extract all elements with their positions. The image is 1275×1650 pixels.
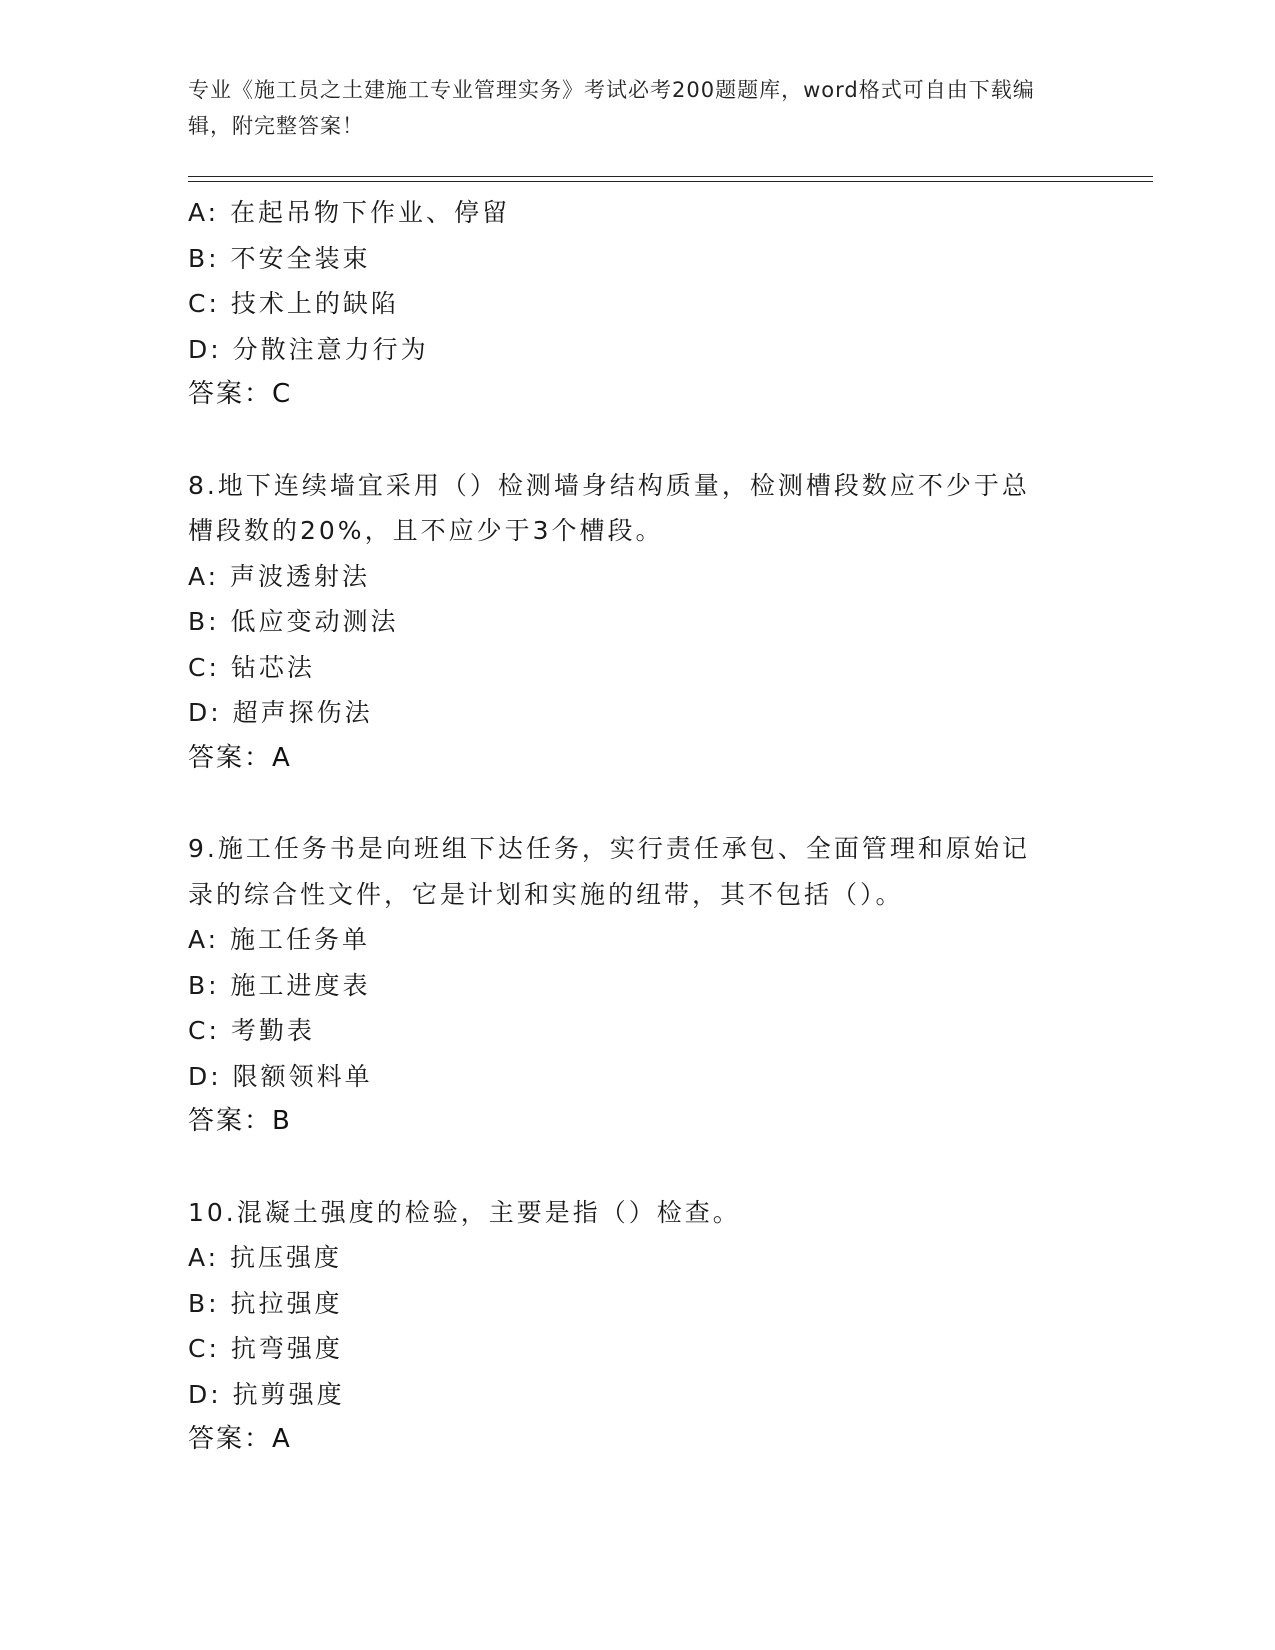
option-text: 声波透射法: [230, 561, 371, 591]
option-label: D:: [188, 1061, 222, 1091]
option-text: 分散注意力行为: [232, 334, 429, 364]
option-text: 技术上的缺陷: [230, 289, 399, 318]
option-d: [188, 327, 1088, 373]
answer: 答案：B: [188, 1106, 292, 1136]
option-b: [188, 963, 1088, 1009]
option-label: D:: [188, 698, 222, 727]
question-8: [188, 463, 1088, 782]
spacer: [188, 1145, 1088, 1190]
option-text: 在起吊物下作业、停留: [230, 198, 511, 227]
option-label: A:: [188, 198, 220, 227]
option-text: 抗拉强度: [230, 1288, 343, 1318]
header-rule-top: [188, 176, 1153, 177]
option-label: C:: [188, 652, 220, 682]
question-text-line: 10.混凝土强度的检验，主要是指（）检查。: [188, 1197, 741, 1227]
question-text-line: 9.施工任务书是向班组下达任务，实行责任承包、全面管理和原始记: [188, 834, 1030, 863]
option-label: B:: [188, 1288, 220, 1318]
option-label: C:: [188, 289, 220, 318]
option-text: 考勤表: [230, 1016, 315, 1045]
option-a: [188, 917, 1088, 963]
option-label: A:: [188, 925, 220, 954]
spacer: [188, 781, 1088, 826]
question-7: [188, 190, 1088, 418]
option-a: [188, 1235, 1088, 1281]
option-b: [188, 599, 1088, 645]
option-label: D:: [188, 334, 222, 364]
option-c: [188, 1008, 1088, 1054]
option-text: 施工任务单: [230, 925, 371, 954]
question-text-line: 槽段数的20%，且不应少于3个槽段。: [188, 516, 664, 545]
option-label: B:: [188, 970, 220, 1000]
option-label: A:: [188, 561, 220, 591]
option-text: 钻芯法: [230, 652, 315, 682]
option-b: [188, 1281, 1088, 1327]
page-header: [188, 72, 1068, 144]
option-label: A:: [188, 1243, 220, 1272]
option-label: B:: [188, 243, 220, 273]
option-d: [188, 1372, 1088, 1418]
header-rule-bottom: [188, 181, 1153, 182]
option-text: 超声探伤法: [232, 698, 373, 727]
question-list: [188, 190, 1088, 1463]
option-label: B:: [188, 607, 220, 636]
option-label: D:: [188, 1379, 222, 1409]
option-c: [188, 281, 1088, 327]
option-text: 低应变动测法: [230, 607, 399, 636]
option-label: C:: [188, 1334, 220, 1363]
answer: 答案：A: [188, 1424, 292, 1454]
question-9: [188, 826, 1088, 1145]
header-title: 专业《施工员之土建施工专业管理实务》考试必考200题题库，word格式可自由下载编辑，附完整答案！: [188, 78, 1035, 138]
option-a: [188, 190, 1088, 236]
question-text-line: 8.地下连续墙宜采用（）检测墙身结构质量，检测槽段数应不少于总: [188, 470, 1030, 500]
option-text: 抗弯强度: [230, 1334, 343, 1363]
answer: 答案：A: [188, 742, 292, 773]
option-d: [188, 1054, 1088, 1100]
option-text: 抗剪强度: [232, 1379, 345, 1409]
question-10: [188, 1190, 1088, 1463]
option-a: [188, 554, 1088, 600]
option-c: [188, 1326, 1088, 1372]
option-text: 不安全装束: [230, 243, 371, 273]
option-text: 抗压强度: [230, 1243, 343, 1272]
option-d: [188, 690, 1088, 736]
answer: 答案：C: [188, 379, 293, 409]
option-c: [188, 645, 1088, 691]
spacer: [188, 418, 1088, 463]
option-text: 限额领料单: [232, 1061, 373, 1091]
question-text-line: 录的综合性文件，它是计划和实施的纽带，其不包括（）。: [188, 879, 904, 909]
option-label: C:: [188, 1016, 220, 1045]
option-b: [188, 236, 1088, 282]
option-text: 施工进度表: [230, 970, 371, 1000]
